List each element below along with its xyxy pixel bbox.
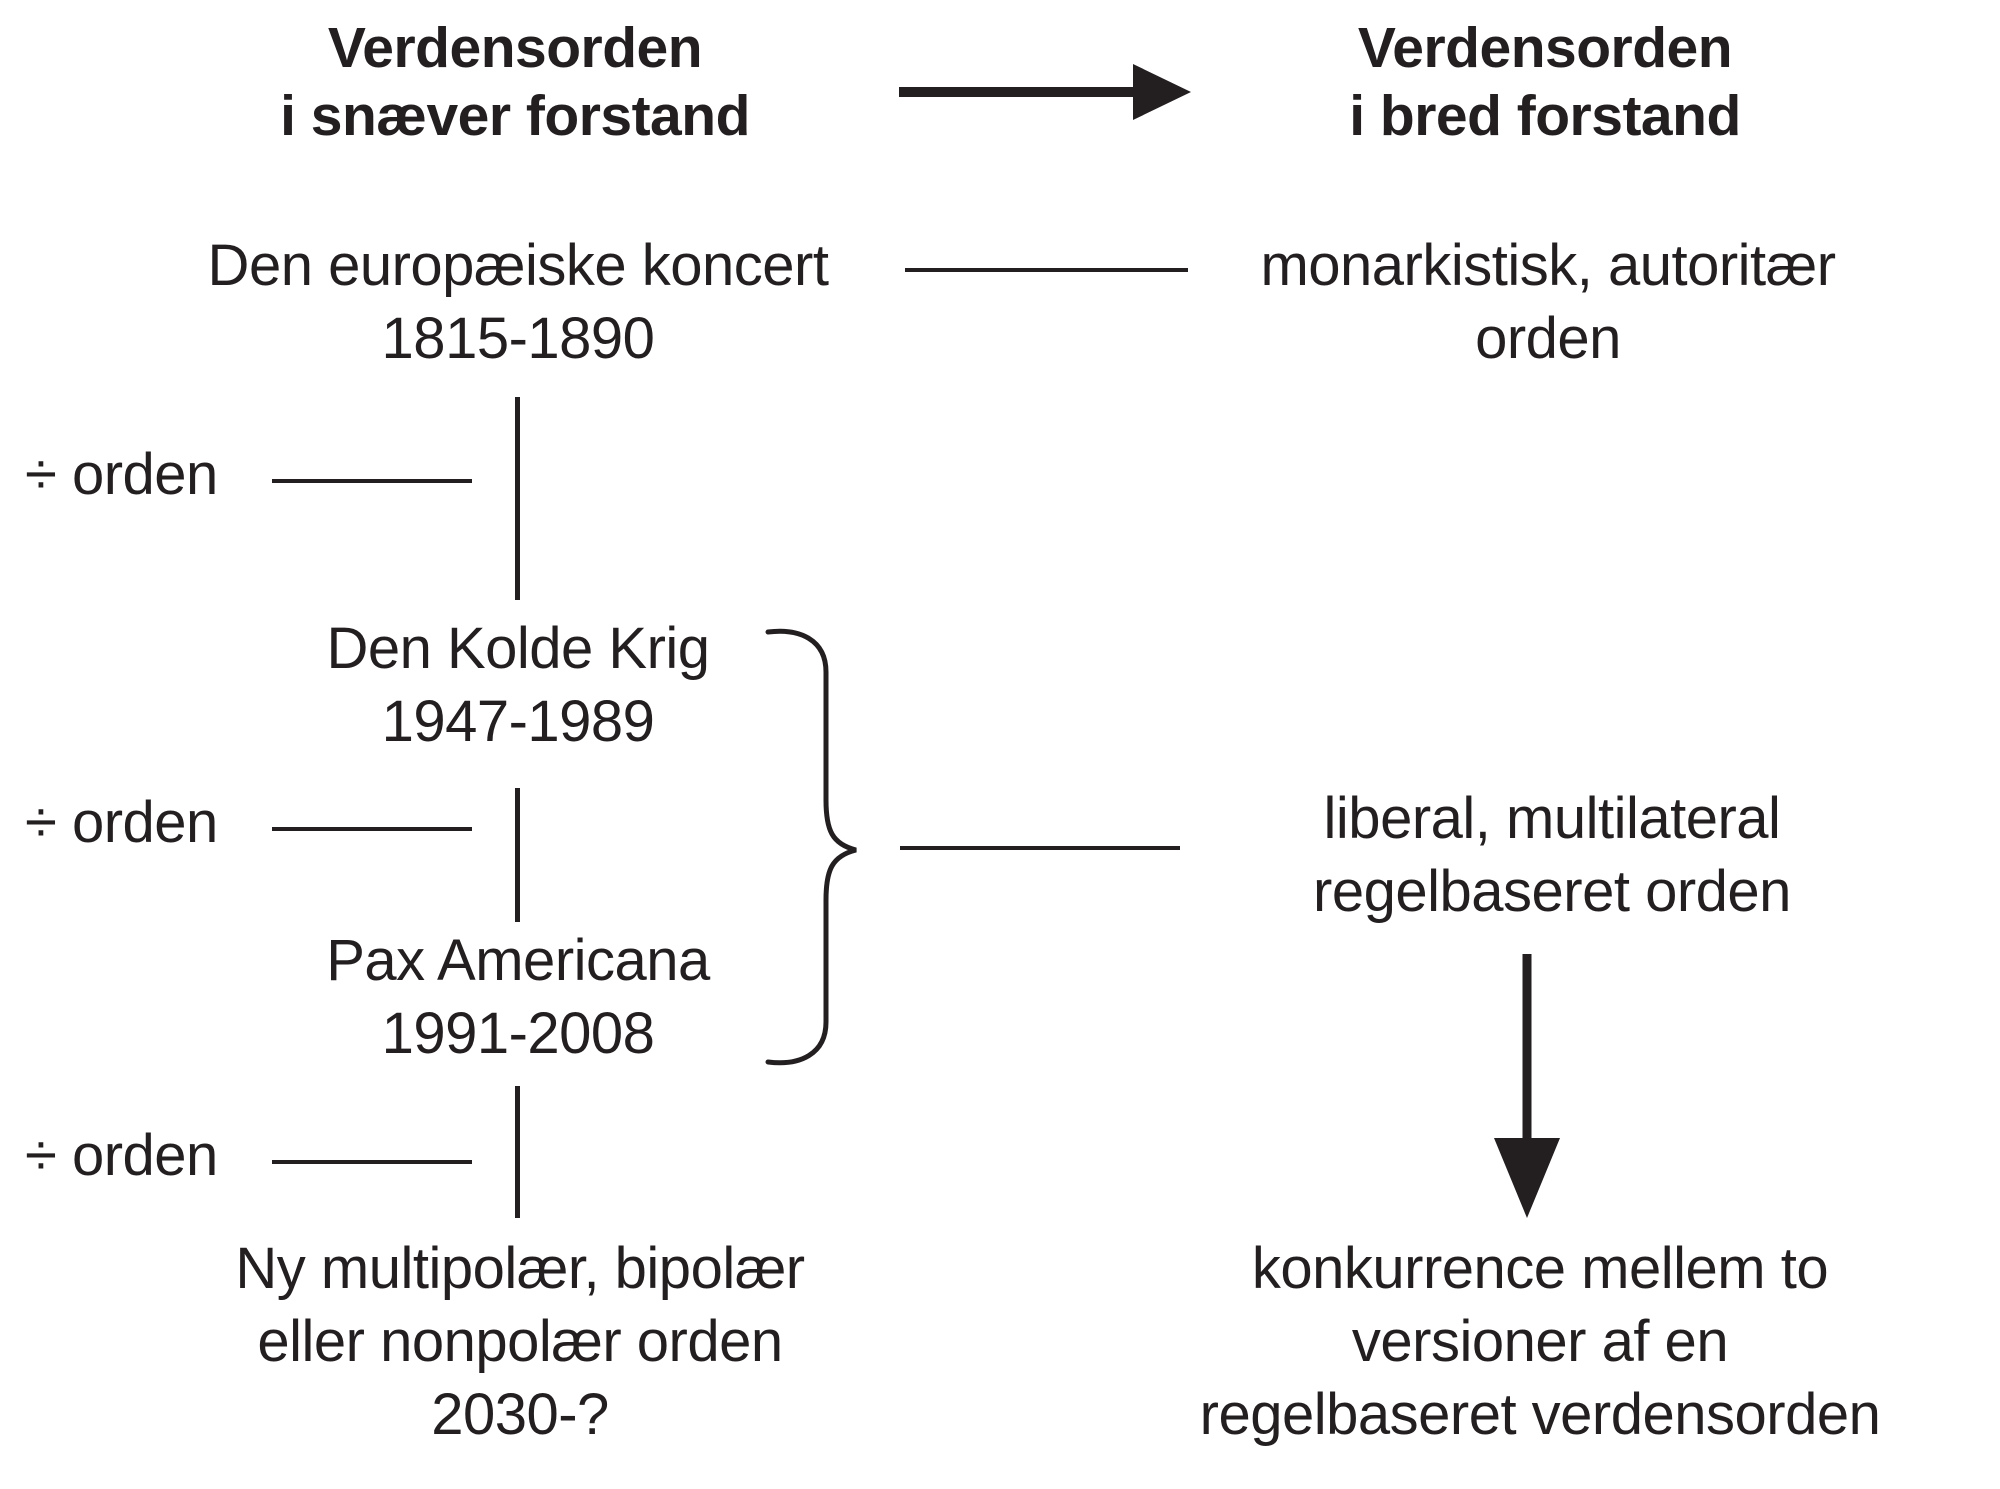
node-competition <box>1200 1232 1881 1451</box>
heading-narrow-line1: Verdensorden <box>327 16 703 80</box>
monarchic-line1: monarkistisk, autoritær <box>1260 233 1836 298</box>
heading-broad-line2: i bred forstand <box>1349 84 1741 148</box>
era4-line2: eller nonpolær orden <box>257 1309 783 1374</box>
gap-connector-1 <box>272 479 472 483</box>
competition-line1: konkurrence mellem to <box>1251 1236 1829 1301</box>
competition-line3: regelbaseret verdensorden <box>1199 1382 1881 1447</box>
gap-label-1: ÷ orden <box>25 442 218 507</box>
era3-name: Pax Americana <box>326 928 710 993</box>
heading-broad-order <box>1349 14 1741 150</box>
node-new-order <box>235 1232 804 1451</box>
era2-name: Den Kolde Krig <box>326 616 710 681</box>
node-monarchic-order <box>1260 229 1835 375</box>
liberal-line2: regelbaseret orden <box>1313 859 1791 924</box>
heading-narrow-order <box>280 14 750 150</box>
node-european-concert <box>208 229 829 375</box>
brace-right-icon <box>760 622 870 1072</box>
competition-line2: versioner af en <box>1351 1309 1729 1374</box>
timeline-segment-1 <box>515 397 520 600</box>
gap-connector-2 <box>272 827 472 831</box>
timeline-segment-3 <box>515 1086 520 1218</box>
era1-period: 1815-1890 <box>381 306 655 371</box>
node-pax-americana <box>326 924 710 1070</box>
liberal-line1: liberal, multilateral <box>1323 786 1781 851</box>
gap-label-2: ÷ orden <box>25 790 218 855</box>
timeline-segment-2 <box>515 788 520 922</box>
connector-brace-liberal <box>900 846 1180 850</box>
arrow-right-icon <box>895 59 1195 125</box>
gap-label-3: ÷ orden <box>25 1123 218 1188</box>
era3-period: 1991-2008 <box>381 1001 655 1066</box>
heading-broad-line1: Verdensorden <box>1357 16 1733 80</box>
connector-concert-monarchic <box>905 268 1188 272</box>
arrow-down-icon <box>1482 948 1572 1223</box>
era4-line3: 2030-? <box>431 1382 609 1447</box>
monarchic-line2: orden <box>1475 306 1621 371</box>
heading-narrow-line2: i snæver forstand <box>280 84 750 148</box>
era1-name: Den europæiske koncert <box>207 233 829 298</box>
era2-period: 1947-1989 <box>381 689 655 754</box>
node-cold-war <box>326 612 709 758</box>
era4-line1: Ny multipolær, bipolær <box>235 1236 805 1301</box>
gap-connector-3 <box>272 1160 472 1164</box>
node-liberal-order <box>1313 782 1791 928</box>
